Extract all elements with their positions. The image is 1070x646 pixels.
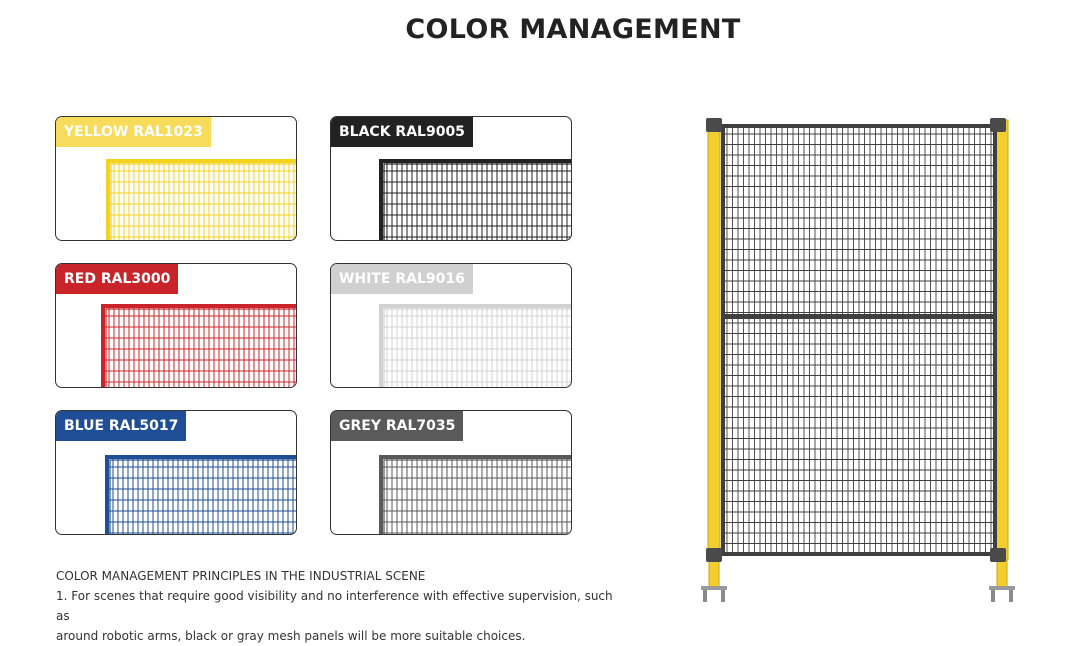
page-title: COLOR MANAGEMENT [405, 14, 741, 45]
fence-panel-illustration [690, 112, 1030, 612]
swatch-label: WHITE RAL9016 [331, 264, 473, 294]
swatch-label: BLACK RAL9005 [331, 117, 473, 147]
principles-text [56, 566, 626, 646]
swatch-label: GREY RAL7035 [331, 411, 463, 441]
swatch-card-yellow [55, 116, 297, 241]
swatch-card-white [330, 263, 572, 388]
swatch-label: YELLOW RAL1023 [56, 117, 211, 147]
swatch-label: BLUE RAL5017 [56, 411, 186, 441]
swatch-card-blue [55, 410, 297, 535]
principles-line-1: 1. For scenes that require good visibility and no interference with effective supervision, such as [56, 589, 613, 623]
principles-line-2: around robotic arms, black or gray mesh panels will be more suitable choices. [56, 629, 526, 643]
swatch-label: RED RAL3000 [56, 264, 178, 294]
swatch-card-red [55, 263, 297, 388]
swatch-card-black [330, 116, 572, 241]
principles-heading: COLOR MANAGEMENT PRINCIPLES IN THE INDUSTRIAL SCENE [56, 569, 426, 583]
swatch-card-grey [330, 410, 572, 535]
